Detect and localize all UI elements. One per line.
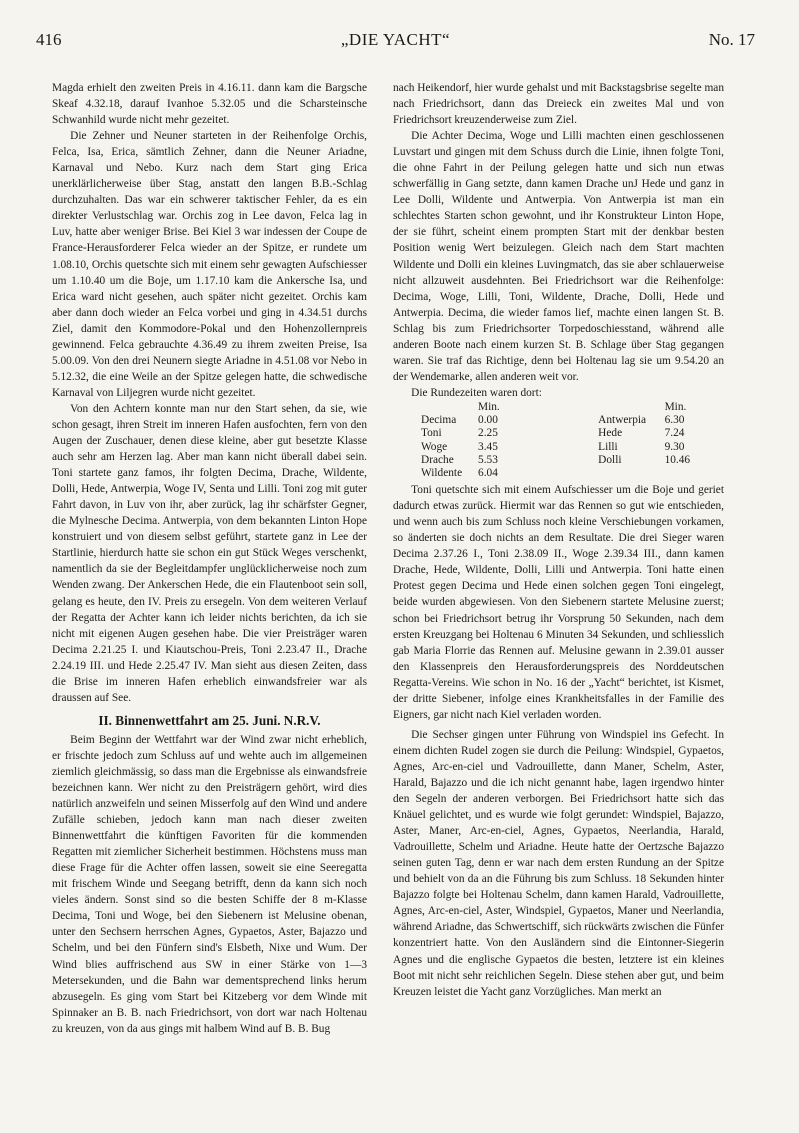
unit-label: Min.: [478, 400, 500, 413]
table-row: [421, 441, 700, 454]
paragraph: Die Sechser gingen unter Führung von Windspiel ins Gefecht. In einem dichten Rudel zogen sie durch die Peilung: Windspiel, Gypaetos, Agnes, Arc-en-ciel und Vadrouillette, dann Maner, Schelm, Aster, Harald, Bajazzo und die ich nicht genannt habe, lagen irgendwo hinter den Segeln der anderen verborgen. Bei Friedrichsort hatte sich das Knäuel gelichtet, und es wurde wie folgt gerundet: Windspiel, Bajazzo, Aster, Maner, Arc-en-ciel, Agnes, Gypaetos, Neerlandia, Harald, Vadrouillette, Schelm und Ariadne. Heute hatte der Oertzsche Bajazzo seinen guten Tag, denn er war nach dem ersten Rundung an der Spitze und behielt von da an die Führung bis zum Schluss. 18 Sekunden hinter Bajazzo folgte bei Holtenau Schelm, dann kamen Harald, Vadrouillette, Agnes, Arc-en-ciel, Aster, Windspiel, Gypaetos, Maner und Neerlandia, während Ariadne, das Schwertschiff, sich rückwärts zwischen die Fünfer konzentriert hatte. Von den Ausländern sind die Eintonner-Siegerin Agnes und die englische Gypaetos die besten, letztere ist ein kleines Boot mit nicht sehr reichlichen Segeln. Diese stehen aber gut, und beim Kreuzen leistet die Yacht ganz Vorzügliches. Man merkt an: [393, 728, 724, 998]
lap-time: 6.30: [664, 414, 685, 427]
paragraph: Die Zehner und Neuner starteten in der Reihenfolge Orchis, Felca, Isa, Erica, sämtlich Zehner, dann die Neuner Ariadne, Karnaval und Nebo. Kurz nach dem Start ging Erica unerklärlicherweise über Stag, anstatt den langen B.B.-Schlag durchzuhalten. Das war ein schwerer taktischer Fehler, da es ein direkter Verlustschlag war. Orchis zog in Lee davon, Felca lag in Luv, hatte aber weniger Brise. Bei Kiel 3 war indessen der Coupe de France-Herausforderer Felca wieder an der Spitze, er rundete um 1.08.10, Orchis quetschte sich mit einem sehr gewagten Aufschiesser um 1.10.40 um die Boje, um 1.17.10 kam die Ankersche Isa, und Erica ward nicht gesehen, auch später nicht gezeitet. Orchis kam aber dann doch wieder an Felca vorbei und ging in 4.34.51 durchs Ziel, damit den Kommodore-Pokal und den Hohenzollernpreis gewinnend. Felca gebrauchte 4.36.49 zu ihrem zweiten Preise, Isa 5.00.09. Von den drei Neunern siegte Ariadne in 4.51.08 vor Nebo in 5.12.32, die eine Weile an der Spitze gelegen hatte, die schwedische Karnaval von Liljegren wurde nicht gezeitet.: [52, 130, 367, 399]
boat-name: Drache: [421, 453, 454, 466]
lap-time: 10.46: [664, 453, 691, 466]
table-row: [421, 414, 700, 427]
paragraph: nach Heikendorf, hier wurde gehalst und mit Backstagsbrise segelte man nach Friedrichsort, dann das Dreieck ein zweites Mal und von Friedrichsort kreuzenderweise zum Ziel.: [393, 82, 724, 127]
times-intro: Die Rundezeiten waren dort:: [411, 386, 542, 399]
section-heading: II. Binnenwettfahrt am 25. Juni. N.R.V.: [98, 712, 321, 728]
issue-number: No. 17: [708, 30, 755, 49]
table-row: [421, 467, 700, 480]
boat-name: Toni: [421, 427, 442, 440]
unit-label: Min.: [664, 400, 687, 413]
page-number: 416: [36, 30, 62, 49]
journal-title: „DIE YACHT“: [340, 30, 451, 49]
boat-name: Woge: [421, 440, 448, 453]
paragraph: Beim Beginn der Wettfahrt war der Wind zwar nicht erheblich, er frischte jedoch zum Schluss auf und wehte auch im allgemeinen ziemlich gleichmässig, so dass man die Ergebnisse als einwandsfreie bezeichnen kann. Wer nicht zu den Preisträgern gehört, wird dies natürlich anzweifeln und seinen Misserfolg auf den Wind und andere Zufälle schieben, jedoch kann man nach dieser zweiten Binnenwettfahrt die künftigen Favoriten für die kommenden Regatten mit ziemlicher Sicherheit bestimmen. Höchstens muss man diese Frage für die Achter offen lassen, soweit sie eine Seeregatta mit frischem Winde und Seegang betrifft, denn da kann sich noch vieles ändern. Sonst sind so die besten Schiffe der 8 m-Klasse Decima, Toni und Woge, bei den Siebenern ist Melusine obenan, unter den Sechsern herrschen Agnes, Gypaetos, Aster, Bajazzo und Schelm, und bei den Fünfern sind's Elsbeth, Nixe und Wum. Der Wind blies auffrischend aus SW in einer Stärke von 1—3 Metersekunden, und die Bahn war dementsprechend links herum abzusegeln. Es ging vom Start bei Kitzeberg vor dem Winde mit Spinnaker an B. B. nach Friedrichsort, von dort war nach Holtenau zu kreuzen, von da aus gings mit halbem Wind auf B. B. Bug: [52, 733, 367, 1035]
paragraph: Toni quetschte sich mit einem Aufschiesser um die Boje und geriet dadurch etwas zurück. Hiermit war das Rennen so gut wie entschieden, und wenn auch bis zum Schluss noch kleine Verschiebungen vorkamen, so änderten sie doch nichts an dem Resultate. Die drei Sieger waren Decima 2.37.26 I., Toni 2.38.09 II., Woge 2.39.34 III., dann kamen Drache, Hede, Wildente, Dolli, Lilli und Antwerpia. Toni hatte einen Protest gegen Decima und Hede einen solchen gegen Toni eingelegt, beide wurden abgewiesen. Von den Siebenern startete Melusine zuerst; schon bei Friedrichsort betrug ihr Vorsprung 50 Sekunden, nach dem ersten Kreuzgang bei Holtenau 6 Minuten 34 Sekunden, und schliesslich gab Maria Florrie das Rennen auf. Melusine gewann in 2.39.01 ausser den Klassenpreis den Herausforderungspreis des Norddeutschen Regatta-Vereins. Wie schon in No. 16 der „Yacht“ berichtet, ist Kismet, der dritte Siebener, infolge eines Krankheitsfalles in der Familie des Eigners, gar nicht nach Kiel verladen worden.: [393, 484, 724, 721]
boat-name: Antwerpia: [598, 414, 647, 427]
right-column: [393, 80, 724, 1000]
lap-time: 9.30: [664, 440, 685, 453]
left-column: [52, 80, 367, 1037]
paragraph: Von den Achtern konnte man nur den Start sehen, da sie, wie schon gesagt, ihren Streit im inneren Hafen ausfochten, fern von den Augen der Zuschauer, denen diese kleine, aber gut besetzte Klasse auch sehr am Herzen lag. Aber man kann nicht überall dabei sein. Toni startete ganz famos, ihr folgten Decima, Drache, Wildente, Dolli, Hede, Antwerpia, Woge IV, Senta und Lilli. Toni zog mit guter Fahrt davon, in Luv von ihr, aber zurück, lag ihr schärfster Gegner, die Mylnesche Decima. Antwerpia, von dem bekannten Linton Hope konstruiert und von diesem selbst geführt, startete ganz in Lee der Startlinie, hierdurch hatte sie schon ein gut Stück Weges verschenkt, namentlich da sie der Begleitdampfer unglücklicherweise noch zum Wenden zwang. Der Ankerschen Hede, die ein Flautenboot sein soll, gelang es heute, den IV. Preis zu ersegeln. Von dem weiteren Verlauf der Regatta der Achter kann ich leider nichts berichten, da ich sie nicht mit eigenen Augen gesehen habe. Die vier Preisträger waren Decima 2.21.25 I. und Kiautschou-Preis, Toni 2.23.47 II., Drache 2.24.19 III. und Hede 2.25.47 IV. Man sieht aus diesen Zeiten, dass die Brise im inneren Hafen erheblich einwandsfreier war als draussen auf See.: [52, 402, 367, 704]
paragraph: Die Achter Decima, Woge und Lilli machten einen geschlossenen Luvstart und gingen mit dem Schuss durch die Linie, ihnen folgte Toni, die ohne Fahrt in der Peilung gelegen hatte und sich nun etwas schwerfällig in Gang setzte, dann kamen Drache unJ Hede und ganz in Lee Dolli, Wildente und Antwerpia. Von Antwerpia ist man ein schlechtes Starten schon gewohnt, und ihr Konstrukteur Linton Hope, der sie führt, scheint einem prompten Start mit der denkbar besten Position wenig Wert beizulegen. Gleich nach dem Start machten Wildente und Dolli ein kleines Luvingmatch, das sie aber schlauerweise nicht allzuweit ausdehnten. Bei Friedrichsort war die Reihenfolge: Decima, Woge, Lilli, Toni, Wildente, Drache, Dolli, Hede und Antwerpia. Decima, die wieder famos lief, machte einen langen St. B. Schlag bis zum Friedrichsorter Torpedoschiesstand, während alle anderen Boote nach einem kurzen St. B. Schlage über Stag gegangen waren. Sie traf das Richtige, denn bei Holtenau lag sie um 9.54.20 an der Wendemarke, allen anderen weit vor.: [393, 130, 724, 383]
table-row: [421, 427, 700, 440]
boat-name: Hede: [598, 427, 623, 440]
lap-time: 3.45: [478, 440, 498, 453]
lap-times-table: [393, 401, 724, 480]
boat-name: Wildente: [421, 466, 463, 479]
table-row: [421, 454, 700, 467]
lap-time: 6.04: [478, 466, 498, 479]
boat-name: Lilli: [598, 440, 618, 453]
lap-time: 0.00: [478, 414, 498, 427]
paragraph: Magda erhielt den zweiten Preis in 4.16.11. dann kam die Bargsche Skeaf 4.32.18, darauf Ivanhoe 5.32.05 und die Scharsteinsche Schwanhild wurde nicht mehr gezeitet.: [52, 82, 367, 127]
lap-time: 5.53: [478, 453, 498, 466]
boat-name: Dolli: [598, 453, 622, 466]
page-header: [36, 30, 755, 56]
lap-time: 7.24: [664, 427, 685, 440]
lap-time: 2.25: [478, 427, 498, 440]
boat-name: Decima: [421, 414, 457, 427]
